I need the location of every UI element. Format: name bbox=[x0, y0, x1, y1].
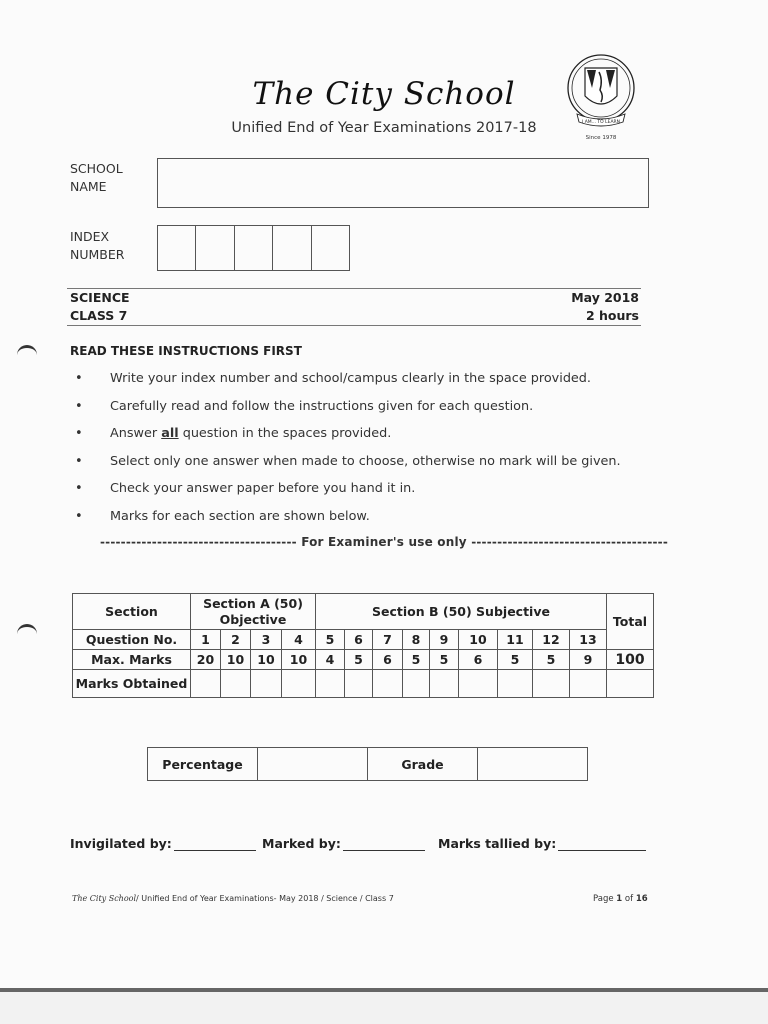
index-digit-cell[interactable] bbox=[272, 225, 311, 271]
max-marks-cell: 6 bbox=[459, 650, 498, 670]
total-header: Total bbox=[607, 594, 654, 650]
grade-field[interactable] bbox=[478, 748, 588, 781]
question-no-label: Question No. bbox=[73, 630, 191, 650]
instructions-heading: READ THESE INSTRUCTIONS FIRST bbox=[70, 344, 302, 358]
question-no-cell: 10 bbox=[459, 630, 498, 650]
divider-bottom bbox=[67, 325, 641, 326]
invigilated-by[interactable]: Invigilated by: bbox=[70, 836, 256, 851]
instruction-item: • Write your index number and school/campus clearly in the space provided. bbox=[70, 369, 621, 397]
class-level: CLASS 7 bbox=[70, 308, 128, 323]
question-no-cell: 1 bbox=[191, 630, 221, 650]
question-no-cell: 13 bbox=[570, 630, 607, 650]
exam-duration: 2 hours bbox=[585, 308, 639, 323]
question-no-cell: 3 bbox=[251, 630, 282, 650]
school-crest-icon bbox=[563, 52, 639, 148]
total-marks: 100 bbox=[607, 650, 654, 670]
instruction-item: • Answer all question in the spaces provided. bbox=[70, 424, 621, 452]
percentage-label: Percentage bbox=[148, 748, 258, 781]
marks-obtained-cell[interactable] bbox=[430, 670, 459, 698]
question-no-cell: 7 bbox=[373, 630, 403, 650]
total-obtained-cell[interactable] bbox=[607, 670, 654, 698]
punch-hole-icon bbox=[17, 624, 37, 637]
marks-obtained-cell[interactable] bbox=[316, 670, 345, 698]
question-no-cell: 5 bbox=[316, 630, 345, 650]
marks-obtained-cell[interactable] bbox=[251, 670, 282, 698]
max-marks-cell: 9 bbox=[570, 650, 607, 670]
marks-tallied-by[interactable]: Marks tallied by: bbox=[438, 836, 646, 851]
section-b-header: Section B (50) Subjective bbox=[316, 594, 607, 630]
index-digit-cell[interactable] bbox=[195, 225, 234, 271]
page-number: Page 1 of 16 bbox=[593, 894, 648, 904]
school-title: The City School bbox=[252, 76, 516, 112]
svg-text:I AM... TO LEARN: I AM... TO LEARN bbox=[581, 120, 621, 125]
index-number-label: INDEX NUMBER bbox=[70, 229, 125, 262]
max-marks-cell: 5 bbox=[345, 650, 373, 670]
index-digit-cell[interactable] bbox=[311, 225, 350, 271]
marks-obtained-cell[interactable] bbox=[533, 670, 570, 698]
exam-subtitle: Unified End of Year Examinations 2017-18 bbox=[231, 120, 537, 136]
grade-label: Grade bbox=[368, 748, 478, 781]
instruction-item: • Check your answer paper before you hand it in. bbox=[70, 479, 621, 507]
marks-obtained-cell[interactable] bbox=[282, 670, 316, 698]
exam-date: May 2018 bbox=[571, 290, 639, 305]
school-name-field[interactable] bbox=[157, 158, 649, 208]
marks-obtained-cell[interactable] bbox=[498, 670, 533, 698]
question-no-cell: 11 bbox=[498, 630, 533, 650]
examiner-use-only: -------------------------------------- For Examiner's use only -------------------------------------- bbox=[99, 535, 669, 549]
max-marks-cell: 10 bbox=[221, 650, 251, 670]
question-no-cell: 9 bbox=[430, 630, 459, 650]
marked-by[interactable]: Marked by: bbox=[262, 836, 425, 851]
section-header: Section bbox=[73, 594, 191, 630]
footer-text: The City School/ Unified End of Year Examinations- May 2018 / Science / Class 7 bbox=[72, 894, 394, 903]
index-digit-cell[interactable] bbox=[234, 225, 273, 271]
marks-table bbox=[72, 593, 654, 698]
marks-obtained-cell[interactable] bbox=[570, 670, 607, 698]
question-no-cell: 6 bbox=[345, 630, 373, 650]
instruction-item: • Carefully read and follow the instructions given for each question. bbox=[70, 397, 621, 425]
question-no-cell: 12 bbox=[533, 630, 570, 650]
max-marks-cell: 10 bbox=[282, 650, 316, 670]
marks-obtained-cell[interactable] bbox=[373, 670, 403, 698]
question-no-cell: 2 bbox=[221, 630, 251, 650]
marks-obtained-cell[interactable] bbox=[459, 670, 498, 698]
question-no-cell: 8 bbox=[403, 630, 430, 650]
marks-obtained-cell[interactable] bbox=[191, 670, 221, 698]
marks-obtained-cell[interactable] bbox=[403, 670, 430, 698]
max-marks-cell: 5 bbox=[498, 650, 533, 670]
index-number-field[interactable] bbox=[158, 225, 350, 271]
percentage-field[interactable] bbox=[258, 748, 368, 781]
max-marks-cell: 4 bbox=[316, 650, 345, 670]
max-marks-cell: 5 bbox=[533, 650, 570, 670]
marks-obtained-cell[interactable] bbox=[221, 670, 251, 698]
instructions-list bbox=[70, 369, 621, 534]
school-name-label: SCHOOL NAME bbox=[70, 161, 123, 194]
max-marks-cell: 6 bbox=[373, 650, 403, 670]
scan-margin bbox=[0, 992, 768, 1024]
instruction-item: • Marks for each section are shown below. bbox=[70, 507, 621, 535]
crest-since: Since 1978 bbox=[585, 135, 617, 141]
max-marks-cell: 20 bbox=[191, 650, 221, 670]
question-no-cell: 4 bbox=[282, 630, 316, 650]
section-a-header: Section A (50) Objective bbox=[191, 594, 316, 630]
punch-hole-icon bbox=[17, 345, 37, 358]
max-marks-label: Max. Marks bbox=[73, 650, 191, 670]
marks-obtained-cell[interactable] bbox=[345, 670, 373, 698]
index-digit-cell[interactable] bbox=[157, 225, 196, 271]
max-marks-cell: 5 bbox=[403, 650, 430, 670]
grade-table bbox=[147, 747, 588, 781]
divider-top bbox=[67, 288, 641, 289]
instruction-item: • Select only one answer when made to choose, otherwise no mark will be given. bbox=[70, 452, 621, 480]
max-marks-cell: 10 bbox=[251, 650, 282, 670]
subject: SCIENCE bbox=[70, 290, 130, 305]
max-marks-cell: 5 bbox=[430, 650, 459, 670]
marks-obtained-label: Marks Obtained bbox=[73, 670, 191, 698]
